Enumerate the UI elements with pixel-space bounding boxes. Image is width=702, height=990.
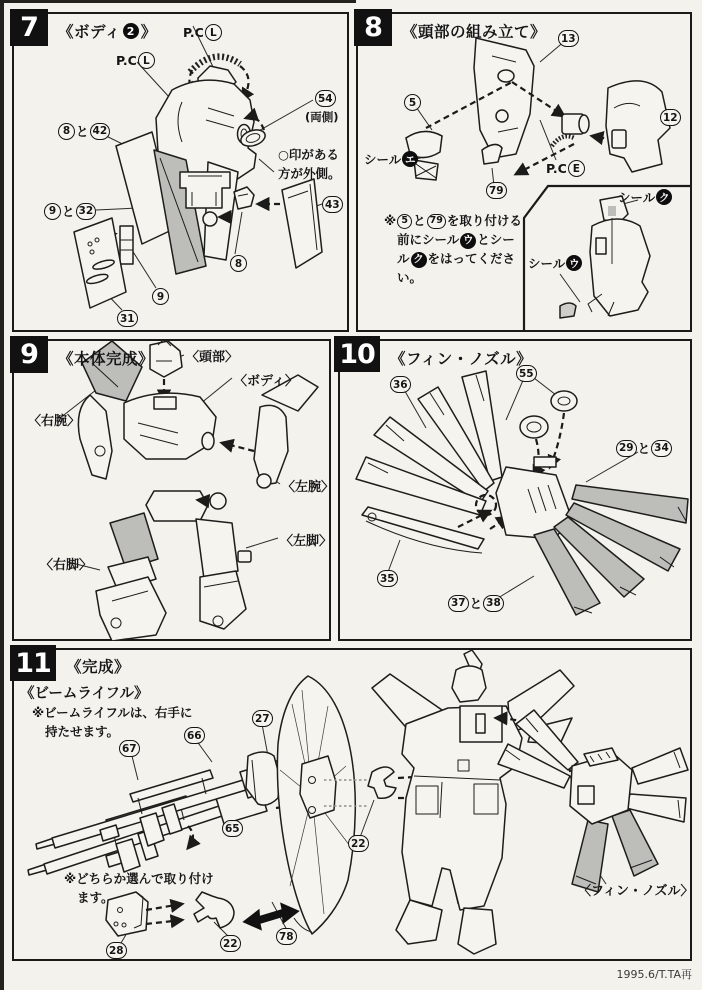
step9-title: 《本体完成》	[58, 350, 155, 368]
step7-number: 7	[10, 9, 48, 46]
part-callout-8: 8	[230, 255, 247, 272]
part-callout-66: 66	[184, 727, 205, 744]
black-badge-u: ウ	[566, 255, 582, 271]
step8-note: ※ 5 と 79 を取り付ける 前にシール ウ とシー ル ク をはってくださ い。	[384, 213, 522, 286]
part-callout-22: 22	[348, 835, 369, 852]
circled-letter-L: L	[138, 52, 155, 69]
step11-number: 11	[10, 645, 56, 681]
head-label: 〈頭部〉	[186, 350, 239, 365]
left-leg-label: 〈左脚〉	[280, 534, 333, 549]
mark-outside-note: ○印がある 方が外側。	[278, 147, 341, 182]
right-arm-label: 〈右腕〉	[28, 414, 81, 429]
step8-title: 《頭部の組み立て》	[402, 23, 547, 41]
part-callout-29-34: 29 と 34	[616, 439, 672, 457]
pc-e-label: P.C E	[546, 160, 585, 177]
step7-title: 《ボディ 2 》	[58, 23, 157, 41]
part-callout-79: 79	[486, 182, 507, 199]
part-callout-78: 78	[276, 928, 297, 945]
pc-l-label: P.C L	[116, 52, 155, 69]
both-sides-note: (両側)	[305, 110, 339, 124]
step10-number: 10	[334, 336, 380, 372]
step11-title: 《完成》	[66, 658, 131, 676]
scan-edge	[0, 0, 356, 3]
part-callout-9: 9	[152, 288, 169, 305]
circled-letter-E: E	[568, 160, 585, 177]
part-callout-37-38: 37 と 38	[448, 594, 504, 612]
part-callout-27: 27	[252, 710, 273, 727]
part-callout-54: 54	[315, 90, 336, 107]
part-callout-28: 28	[106, 942, 127, 959]
part-callout-5: 5	[404, 94, 421, 111]
step9-number: 9	[10, 336, 48, 373]
seal-label-ku: シール ク	[618, 188, 672, 206]
right-leg-label: 〈右脚〉	[40, 558, 93, 573]
part-callout-55: 55	[516, 365, 537, 382]
black-badge-ku: ク	[656, 189, 672, 205]
revision-date: 1995.6/T.TA再	[616, 968, 692, 981]
black-circled-2: 2	[123, 23, 139, 39]
circled-letter-L: L	[205, 24, 222, 41]
part-callout-22b: 22	[220, 935, 241, 952]
step8-number: 8	[354, 9, 392, 46]
fin-nozzle-label: 〈フィン・ノズル〉	[578, 884, 694, 899]
part-callout-9-32: 9 と 32	[44, 202, 96, 220]
choose-note: ※どちらか選んで取り付け ます。	[64, 871, 214, 906]
part-callout-35: 35	[377, 570, 398, 587]
body-label: 〈ボディ〉	[234, 374, 298, 389]
part-callout-12: 12	[660, 109, 681, 126]
seal-label-e: シール エ	[364, 150, 418, 168]
seal-label-u: シール ウ	[528, 254, 582, 272]
step10-title: 《フィン・ノズル》	[390, 350, 533, 368]
part-callout-65: 65	[222, 820, 243, 837]
scan-edge	[0, 0, 4, 990]
part-callout-8-42: 8 と 42	[58, 122, 110, 140]
part-callout-13: 13	[558, 30, 579, 47]
pc-l-label: P.C L	[183, 24, 222, 41]
part-callout-43: 43	[322, 196, 343, 213]
black-badge-e: エ	[402, 151, 418, 167]
left-arm-label: 〈左腕〉	[282, 480, 335, 495]
part-callout-31: 31	[117, 310, 138, 327]
part-callout-36: 36	[390, 376, 411, 393]
part-callout-67: 67	[119, 740, 140, 757]
beam-rifle-heading: 《ビームライフル》	[20, 686, 149, 702]
beam-rifle-note: ※ビームライフルは、右手に 持たせます。	[32, 705, 193, 740]
